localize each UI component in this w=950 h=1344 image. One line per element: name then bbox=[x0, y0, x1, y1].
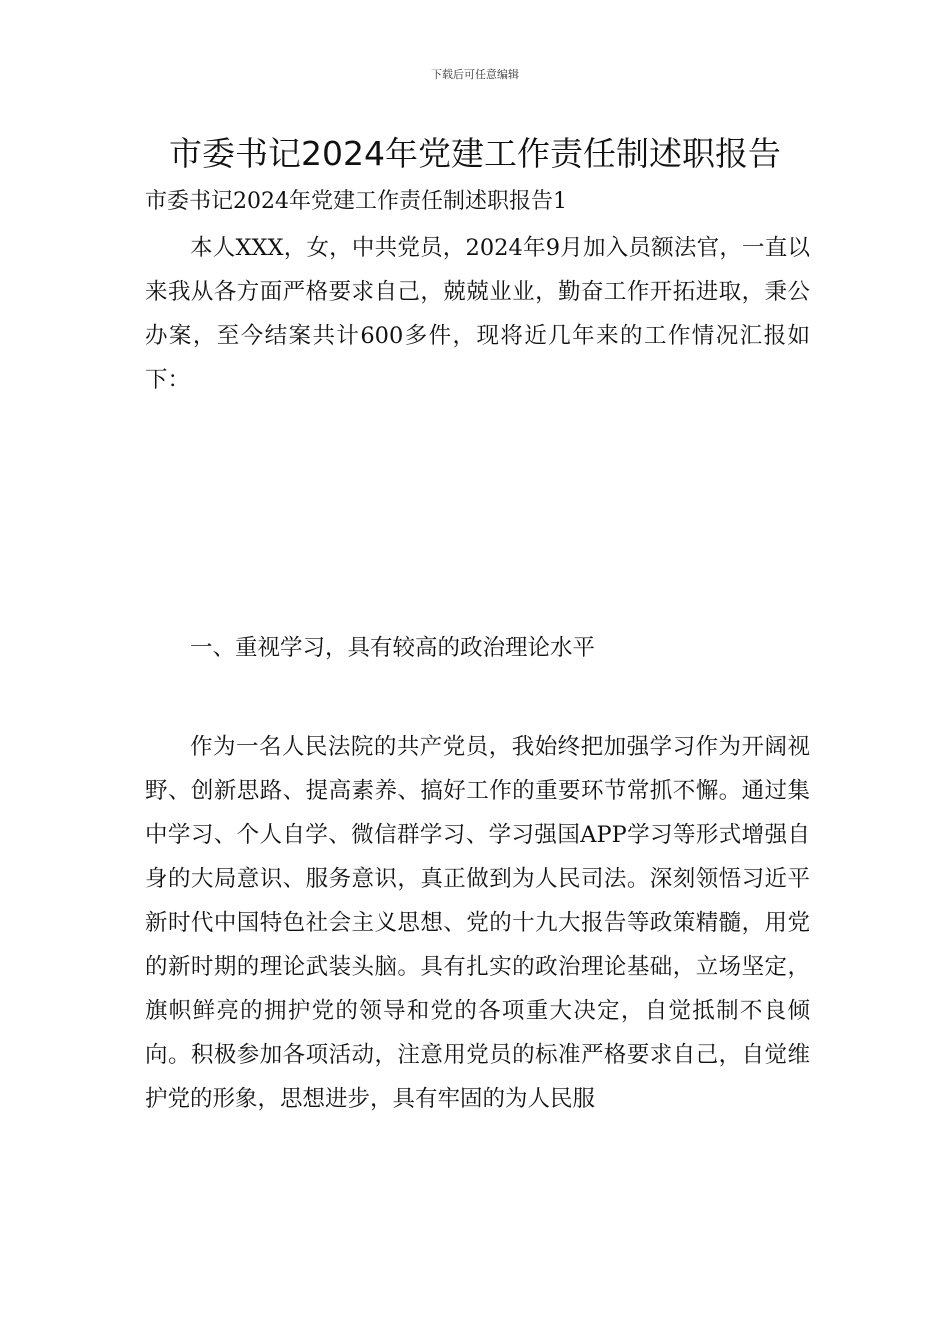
header-note: 下载后可任意编辑 bbox=[431, 68, 519, 81]
body-paragraph: 作为一名人民法院的共产党员，我始终把加强学习作为开阔视野、创新思路、提高素养、搞好工作的重要环节常抓不懈。通过集中学习、个人自学、微信群学习、学习强国APP学习等形式增强自身的大局意识、服务意识，真正做到为人民司法。深刻领悟习近平新时代中国特色社会主义思想、党的十九大报告等政策精髓，用党的新时期的理论武装头脑。具有扎实的政治理论基础，立场坚定，旗帜鲜亮的拥护党的领导和党的各项重大决定，自觉抵制不良倾向。积极参加各项活动，注意用党员的标准严格要求自己，自觉维护党的形象，思想进步，具有牢固的为人民服 bbox=[145, 734, 810, 1112]
document-title: 市委书记2024年党建工作责任制述职报告 bbox=[169, 134, 781, 173]
document-subtitle: 市委书记2024年党建工作责任制述职报告1 bbox=[145, 189, 567, 214]
section-heading: 一、重视学习，具有较高的政治理论水平 bbox=[190, 635, 596, 661]
intro-paragraph: 本人XXX，女，中共党员，2024年9月加入员额法官，一直以来我从各方面严格要求自己，兢兢业业，勤奋工作开拓进取，秉公办案，至今结案共计600多件，现将近几年来的工作情况汇报如下： bbox=[145, 235, 810, 393]
